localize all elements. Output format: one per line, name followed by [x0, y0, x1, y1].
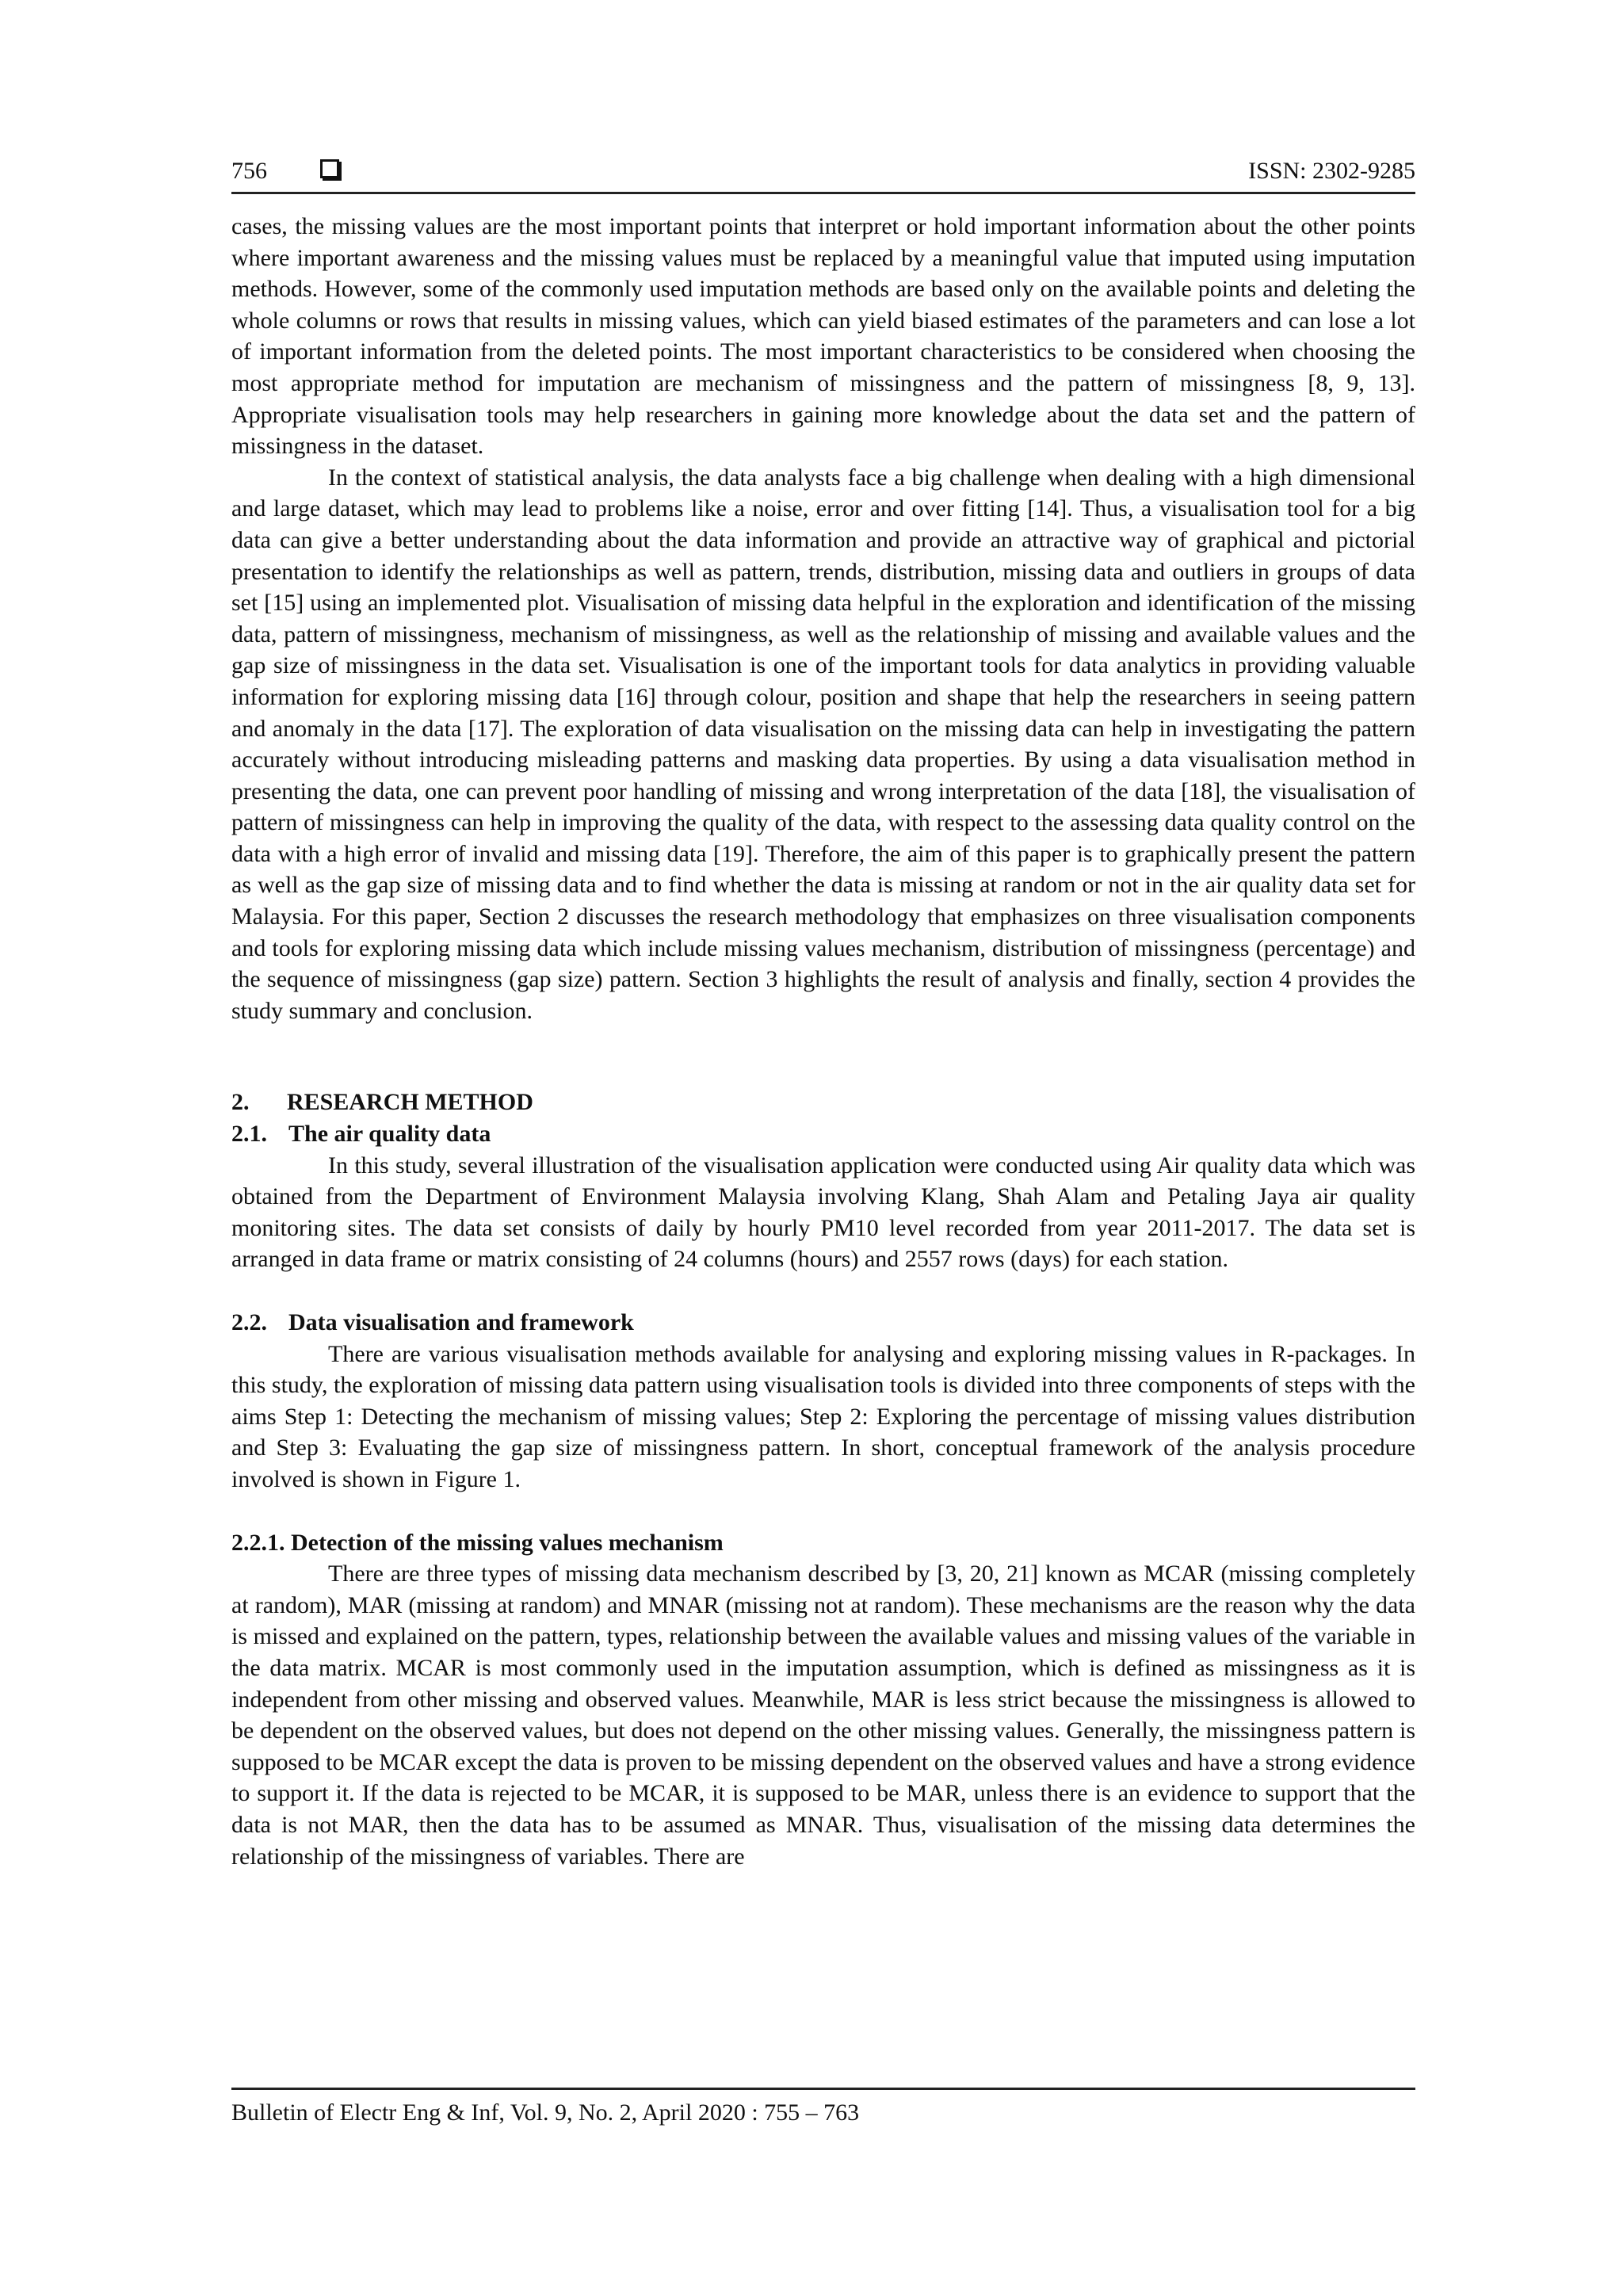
section-title: RESEARCH METHOD [287, 1089, 533, 1116]
subsection-number: 2.1. [231, 1121, 267, 1148]
section-heading-research-method [231, 1087, 1415, 1118]
main-content [231, 211, 1415, 1872]
subsection-number: 2.2. [231, 1309, 267, 1335]
section-spacer [231, 1496, 1415, 1527]
journal-reference: Bulletin of Electr Eng & Inf, Vol. 9, No. 2, April 2020 : 755 – 763 [231, 2099, 860, 2126]
square-bullet-icon [320, 159, 339, 178]
section-spacer [231, 1275, 1415, 1307]
page-footer [231, 2088, 1415, 2128]
subsubsection-heading-missing-mechanism: 2.2.1. Detection of the missing values mechanism [231, 1529, 724, 1556]
subsection-heading-data-visualisation [231, 1307, 1415, 1339]
missing-mechanism-paragraph: There are three types of missing data mechanism described by [3, 20, 21] known as MCAR (missing completely at random), MAR (missing at random) and MNAR (missing not at random). These mechanisms are the reason why the data is missed and explained on the pattern, types, relationship between the available values and missing values of the variable in the data matrix. MCAR is most commonly used in the imputation assumption, which is defined as missingness as it is independent from other missing and observed values. Meanwhile, MAR is less strict because the missingness is allowed to be dependent on the observed values, but does not depend on the other missing values. Generally, the missingness pattern is supposed to be MCAR except the data is proven to be missing dependent on the observed values and have a strong evidence to support it. If the data is rejected to be MCAR, it is supposed to be MAR, unless there is an evidence to support that the data is not MAR, then the data has to be assumed as MNAR. Thus, visualisation of the missing data determines the relationship of the missingness of variables. There are [231, 1561, 1415, 1870]
page-number: 756 [231, 158, 267, 184]
air-quality-data-paragraph: In this study, several illustration of the visualisation application were conducted using Air quality data which was obtained from the Department of Environment Malaysia involving Klang, Shah Alam and Petaling Jaya air quality monitoring sites. The data set consists of daily by hourly PM10 level recorded from year 2011-2017. The data set is arranged in data frame or matrix consisting of 24 columns (hours) and 2557 rows (days) for each station. [231, 1152, 1415, 1273]
data-visualisation-paragraph: There are various visualisation methods available for analysing and exploring missing values in R-packages. In this study, the exploration of missing data pattern using visualisation tools is divided into three components of steps with the aims Step 1: Detecting the mechanism of missing values; Step 2: Exploring the percentage of missing values distribution and Step 3: Evaluating the gap size of missingness pattern. In short, conceptual framework of the analysis procedure involved is shown in Figure 1. [231, 1340, 1415, 1492]
subsection-title: Data visualisation and framework [288, 1309, 634, 1335]
subsection-heading-air-quality-data [231, 1118, 1415, 1150]
section-number: 2. [231, 1089, 250, 1116]
subsection-title: The air quality data [288, 1121, 491, 1148]
body-paragraph-2: In the context of statistical analysis, the data analysts face a big challenge when dealing with a high dimensional and large dataset, which may lead to problems like a noise, error and over fitting [14]. Thus, a visualisation tool for a big data can give a better understanding about the data information and provide an attractive way of graphical and pictorial presentation to identify the relationships as well as pattern, trends, distribution, missing data and outliers in groups of data set [15] using an implemented plot. Visualisation of missing data helpful in the exploration and identification of the missing data, pattern of missingness, mechanism of missingness, as well as the relationship of missing and available values and the gap size of missingness in the data set. Visualisation is one of the important tools for data analytics in providing valuable information for exploring missing data [16] through colour, position and shape that help the researchers in seeing pattern and anomaly in the data [17]. The exploration of data visualisation on the missing data can help in investigating the pattern accurately without introducing misleading patterns and masking data properties. By using a data visualisation method in presenting the data, one can prevent poor handling of missing and wrong interpretation of the data [18], the visualisation of pattern of missingness can help in improving the quality of the data, with respect to the assessing data quality control on the data with a high error of invalid and missing data [19]. Therefore, the aim of this paper is to graphically present the pattern as well as the gap size of missing data and to find whether the data is missing at random or not in the air quality data set for Malaysia. For this paper, Section 2 discusses the research methodology that emphasizes on three visualisation components and tools for exploring missing data which include missing values mechanism, distribution of missingness (percentage) and the sequence of missingness (gap size) pattern. Section 3 highlights the result of analysis and finally, section 4 provides the study summary and conclusion. [231, 464, 1415, 1024]
page-header [231, 155, 1415, 194]
issn-label: ISSN: 2302-9285 [1248, 158, 1415, 184]
body-paragraph-1: cases, the missing values are the most important points that interpret or hold important information about the other points where important awareness and the missing values must be replaced by a meaningful value that imputed using imputation methods. However, some of the commonly used imputation methods are based only on the available points and deleting the whole columns or rows that results in missing values, which can yield biased estimates of the parameters and can lose a lot of important information from the deleted points. The most important characteristics to be considered when choosing the most appropriate method for imputation are mechanism of missingness and the pattern of missingness [8, 9, 13]. Appropriate visualisation tools may help researchers in gaining more knowledge about the data set and the pattern of missingness in the dataset. [231, 213, 1415, 460]
section-spacer [231, 1026, 1415, 1087]
